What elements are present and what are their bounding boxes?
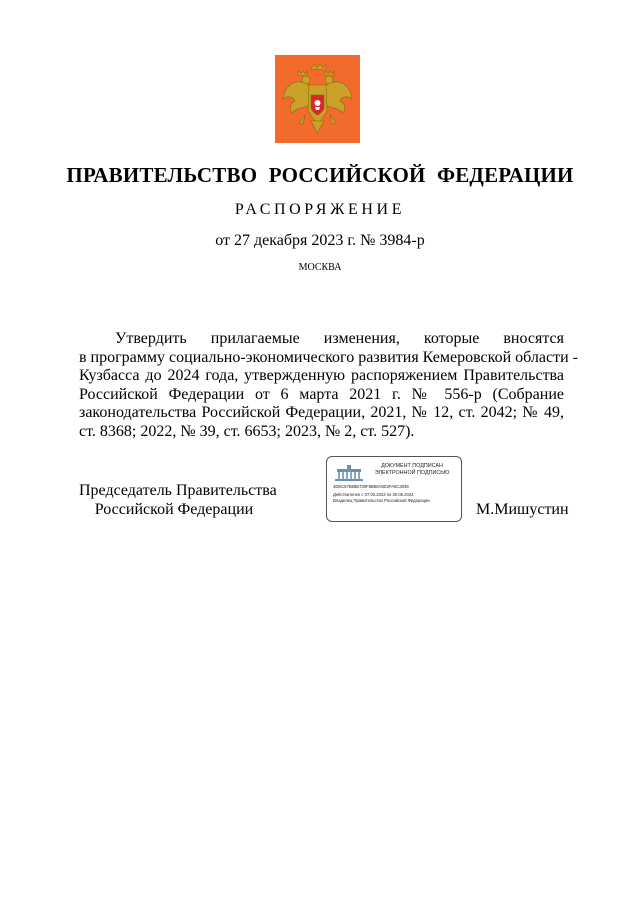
government-building-icon (334, 464, 364, 482)
stamp-title-line: ДОКУМЕНТ ПОДПИСАН (381, 463, 443, 469)
stamp-certificate: 4DEC57B68B730F8B80A6D3FA9C3038 (333, 484, 409, 489)
stamp-validity: Действителен с 07.03.2023 по 30.05.2024 (333, 492, 414, 497)
stamp-owner: Владелец Правительство Российской Федерации (333, 498, 430, 503)
order-text (79, 330, 578, 442)
signer-name: М.Мишустин (476, 501, 569, 518)
signer-position-line: Председатель Правительства (79, 482, 277, 499)
document-city: МОСКВА (298, 262, 342, 273)
stamp-title (365, 463, 459, 477)
government-title: ПРАВИТЕЛЬСТВО РОССИЙСКОЙ ФЕДЕРАЦИИ (66, 163, 574, 187)
signer-position-line: Российской Федерации (94, 500, 254, 518)
signer-position (79, 482, 277, 519)
order-text-line: в программу социально-экономического развития Кемеровской области - (79, 348, 578, 366)
stamp-title-line: ЭЛЕКТРОННОЙ ПОДПИСЬЮ (374, 470, 450, 476)
order-text-line: законодательства Российской Федерации, 2021, № 12, ст. 2042; № 49, (79, 404, 564, 422)
document-type: РАСПОРЯЖЕНИЕ (234, 201, 406, 218)
document-date-number: от 27 декабря 2023 г. № 3984-р (215, 232, 425, 249)
order-text-line: Кузбасса до 2024 года, утвержденную распоряжением Правительства (79, 367, 564, 385)
order-text-line: Утвердить прилагаемые изменения, которые вносятся (115, 330, 564, 347)
order-text-line: Российской Федерации от 6 марта 2021 г. № 556-р (Собрание (79, 385, 564, 403)
coat-of-arms-icon (275, 55, 360, 143)
order-text-line: ст. 8368; 2022, № 39, ст. 6653; 2023, № 2, ст. 527). (79, 422, 415, 440)
electronic-signature-stamp (326, 456, 462, 522)
